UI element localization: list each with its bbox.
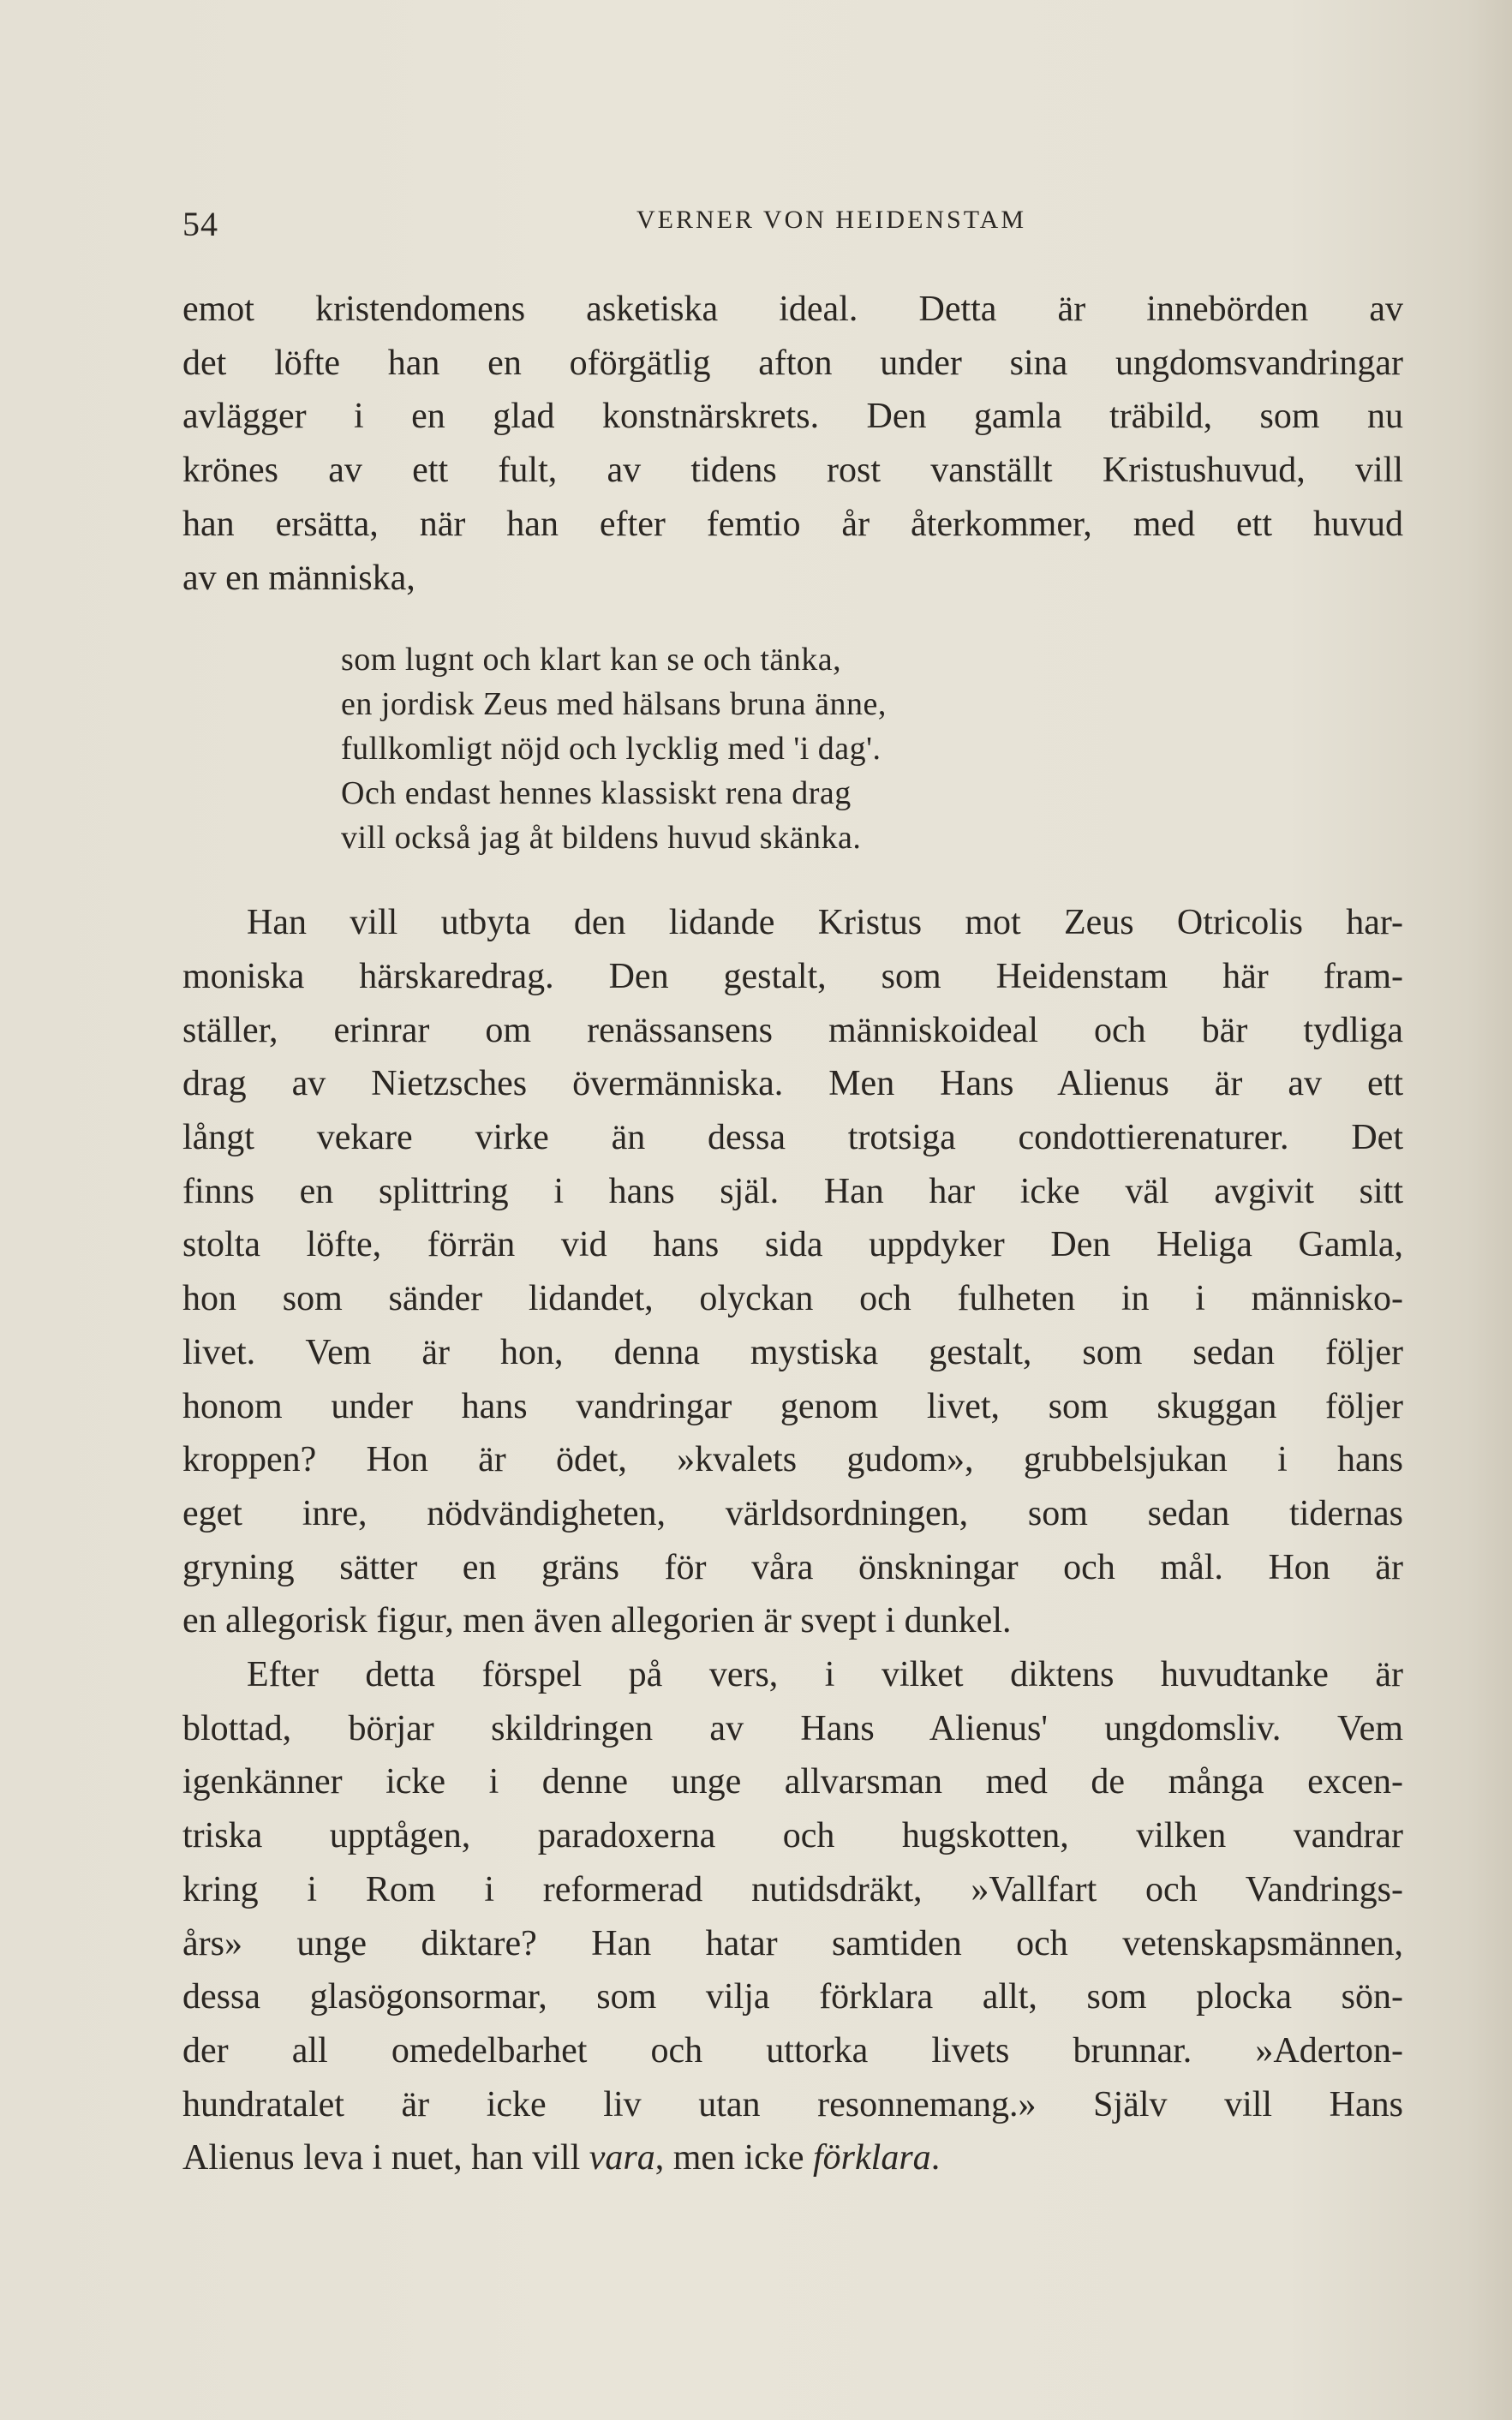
paragraph-1 bbox=[182, 283, 1403, 605]
paragraph-3 bbox=[182, 1648, 1403, 2185]
text-line: Han vill utbyta den lidande Kristus mot Zeus Otricolis har- bbox=[247, 903, 1403, 943]
text-line: finns en splittring i hans själ. Han har icke väl avgivit sitt bbox=[182, 1171, 1403, 1211]
text-line: eget inre, nödvändigheten, världsordningen, som sedan tidernas bbox=[182, 1493, 1403, 1533]
text-line-final bbox=[182, 2131, 1403, 2185]
text-line: långt vekare virke än dessa trotsiga condottierenaturer. Det bbox=[182, 1118, 1403, 1158]
page-number: 54 bbox=[182, 205, 218, 243]
text-segment: Alienus leva i nuet, han vill bbox=[182, 2138, 589, 2178]
emphasis-vara: vara bbox=[589, 2138, 655, 2178]
text-line: triska upptågen, paradoxerna och hugskotten, vilken vandrar bbox=[182, 1816, 1403, 1856]
text-line: stolta löfte, förrän vid hans sida uppdyker Den Heliga Gamla, bbox=[182, 1225, 1403, 1265]
body-text bbox=[182, 283, 1403, 2185]
text-segment: , men icke bbox=[654, 2138, 814, 2178]
text-line: moniska härskaredrag. Den gestalt, som Heidenstam här fram- bbox=[182, 956, 1403, 996]
text-line: blottad, börjar skildringen av Hans Alienus' ungdomsliv. Vem bbox=[182, 1708, 1403, 1748]
poem-line: som lugnt och klart kan se och tänka, bbox=[341, 642, 842, 678]
poem-quote bbox=[341, 637, 1403, 860]
running-title: VERNER VON HEIDENSTAM bbox=[636, 206, 1027, 234]
text-line: gryning sätter en gräns för våra önskningar och mål. Hon är bbox=[182, 1547, 1403, 1587]
poem-line: fullkomligt nöjd och lycklig med 'i dag'. bbox=[341, 731, 882, 768]
text-line: kring i Rom i reformerad nutidsdräkt, »Vallfart och Vandrings- bbox=[182, 1869, 1403, 1909]
text-line: kroppen? Hon är ödet, »kvalets gudom», grubbelsjukan i hans bbox=[182, 1440, 1403, 1480]
text-line: krönes av ett fult, av tidens rost vanställt Kristushuvud, vill bbox=[182, 451, 1403, 491]
poem-line: vill också jag åt bildens huvud skänka. bbox=[341, 820, 862, 857]
paragraph-2 bbox=[182, 896, 1403, 1648]
poem-line: en jordisk Zeus med hälsans bruna änne, bbox=[341, 686, 887, 723]
text-line: Efter detta förspel på vers, i vilket diktens huvudtanke är bbox=[247, 1655, 1403, 1695]
text-segment: . bbox=[930, 2138, 941, 2178]
poem-line: Och endast hennes klassiskt rena drag bbox=[341, 775, 852, 812]
text-line: livet. Vem är hon, denna mystiska gestalt, som sedan följer bbox=[182, 1332, 1403, 1372]
emphasis-forklara: förklara bbox=[813, 2138, 931, 2178]
text-line: der all omedelbarhet och uttorka livets brunnar. »Aderton- bbox=[182, 2030, 1403, 2070]
running-head bbox=[182, 199, 1403, 250]
text-line: hundratalet är icke liv utan resonnemang.» Själv vill Hans bbox=[182, 2084, 1403, 2124]
text-line: avlägger i en glad konstnärskrets. Den gamla träbild, som nu bbox=[182, 397, 1403, 437]
text-line: dessa glasögonsormar, som vilja förklara allt, som plocka sön- bbox=[182, 1977, 1403, 2017]
text-line: emot kristendomens asketiska ideal. Detta är innebörden av bbox=[182, 290, 1403, 329]
text-line: det löfte han en oförgätlig afton under sina ungdomsvandringar bbox=[182, 343, 1403, 383]
text-line: han ersätta, när han efter femtio år återkommer, med ett huvud bbox=[182, 504, 1403, 544]
text-line: hon som sänder lidandet, olyckan och fulheten in i människo- bbox=[182, 1279, 1403, 1319]
text-line: igenkänner icke i denne unge allvarsman med de många excen- bbox=[182, 1762, 1403, 1802]
text-line: honom under hans vandringar genom livet, som skuggan följer bbox=[182, 1386, 1403, 1426]
text-line: av en människa, bbox=[182, 558, 415, 598]
text-line: års» unge diktare? Han hatar samtiden och vetenskapsmännen, bbox=[182, 1923, 1403, 1963]
text-line: drag av Nietzsches övermänniska. Men Hans Alienus är av ett bbox=[182, 1064, 1403, 1104]
text-line: en allegorisk figur, men även allegorien är svept i dunkel. bbox=[182, 1601, 1012, 1641]
text-line: ställer, erinrar om renässansens människoideal och bär tydliga bbox=[182, 1010, 1403, 1050]
